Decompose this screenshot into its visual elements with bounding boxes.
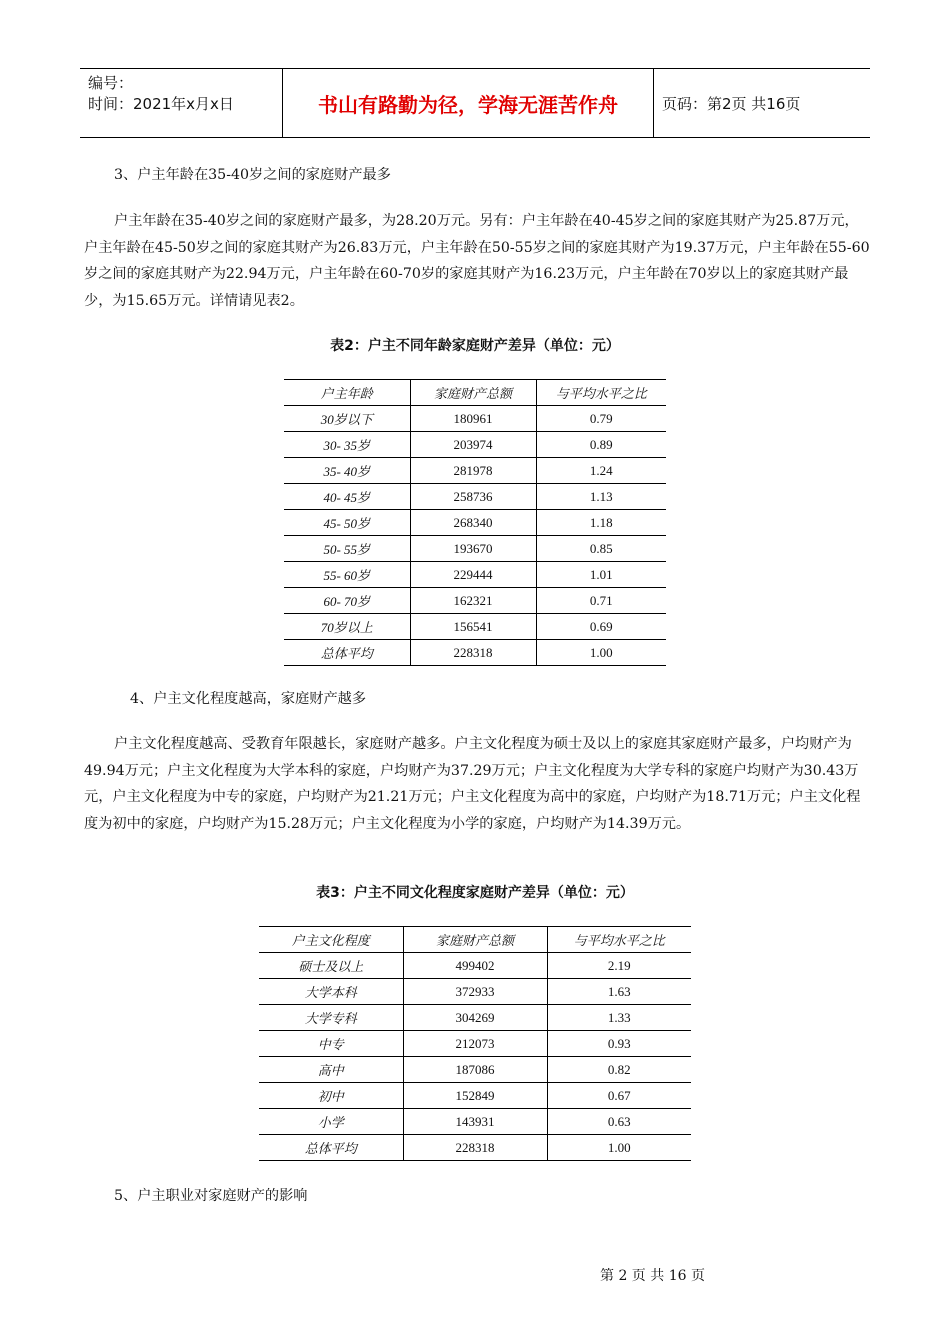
table-cell: 0.82 — [547, 1057, 691, 1083]
table-cell: 281978 — [410, 458, 536, 484]
table-cell: 30岁以下 — [284, 406, 410, 432]
table-row — [284, 484, 666, 510]
table-cell: 180961 — [410, 406, 536, 432]
table-row — [259, 1135, 691, 1161]
table-row — [259, 1109, 691, 1135]
table-cell: 162321 — [410, 588, 536, 614]
table-cell: 152849 — [403, 1083, 547, 1109]
table-cell: 硕士及以上 — [259, 953, 403, 979]
table-cell: 高中 — [259, 1057, 403, 1083]
table-cell: 304269 — [403, 1005, 547, 1031]
table-row — [284, 614, 666, 640]
table-cell: 30- 35岁 — [284, 432, 410, 458]
table3-header-total: 家庭财产总额 — [403, 927, 547, 953]
table-row — [259, 979, 691, 1005]
table-row — [284, 510, 666, 536]
table-row — [284, 458, 666, 484]
table2-caption: 表2：户主不同年龄家庭财产差异（单位：元） — [330, 338, 620, 354]
table-cell: 55- 60岁 — [284, 562, 410, 588]
table-cell: 143931 — [403, 1109, 547, 1135]
table-cell: 1.24 — [536, 458, 666, 484]
table2 — [284, 379, 666, 666]
table-cell: 小学 — [259, 1109, 403, 1135]
table2-header-ratio: 与平均水平之比 — [536, 380, 666, 406]
table2-header-row — [284, 380, 666, 406]
table-row — [259, 1083, 691, 1109]
table-cell: 35- 40岁 — [284, 458, 410, 484]
table3-header-ratio: 与平均水平之比 — [547, 927, 691, 953]
table-cell: 总体平均 — [259, 1135, 403, 1161]
table-cell: 1.00 — [547, 1135, 691, 1161]
table-cell: 1.63 — [547, 979, 691, 1005]
table-row — [259, 953, 691, 979]
table-cell: 228318 — [410, 640, 536, 666]
page-header — [80, 68, 870, 138]
section3-paragraph: 户主年龄在35-40岁之间的家庭财产最多，为28.20万元。另有：户主年龄在40-45岁之间的家庭其财产为25.87万元，户主年龄在45-50岁之间的家庭其财产为26.83万元，户主年龄在50-55岁之间的家庭其财产为19.37万元，户主年龄在55-60岁之间的家庭其财产为22.94万元，户主年龄在60-70岁的家庭其财产为16.23万元，户主年龄在70岁以上的家庭其财产最少，为15.65万元。详情请见表2。 — [84, 213, 870, 309]
table-cell: 203974 — [410, 432, 536, 458]
table-cell: 187086 — [403, 1057, 547, 1083]
table-cell: 中专 — [259, 1031, 403, 1057]
table-cell: 499402 — [403, 953, 547, 979]
table-cell: 45- 50岁 — [284, 510, 410, 536]
table2-header-age: 户主年龄 — [284, 380, 410, 406]
table-cell: 40- 45岁 — [284, 484, 410, 510]
table3-header-education: 户主文化程度 — [259, 927, 403, 953]
table-cell: 212073 — [403, 1031, 547, 1057]
table3 — [259, 926, 691, 1161]
table-cell: 228318 — [403, 1135, 547, 1161]
table-cell: 0.85 — [536, 536, 666, 562]
table-cell: 总体平均 — [284, 640, 410, 666]
table-cell: 1.33 — [547, 1005, 691, 1031]
table-cell: 258736 — [410, 484, 536, 510]
table-row — [284, 562, 666, 588]
header-time-label: 时间：2021年x月x日 — [88, 95, 234, 113]
table-cell: 156541 — [410, 614, 536, 640]
table-row — [284, 432, 666, 458]
header-meta — [80, 69, 282, 137]
table-row — [284, 536, 666, 562]
table-row — [284, 640, 666, 666]
table-cell: 193670 — [410, 536, 536, 562]
table-cell: 大学本科 — [259, 979, 403, 1005]
section3-heading: 3、户主年龄在35-40岁之间的家庭财产最多 — [114, 167, 391, 183]
table-cell: 0.67 — [547, 1083, 691, 1109]
table-row — [259, 1031, 691, 1057]
section5-heading: 5、户主职业对家庭财产的影响 — [114, 1188, 308, 1204]
table-row — [284, 588, 666, 614]
header-motto: 书山有路勤为径，学海无涯苦作舟 — [282, 69, 654, 137]
table2-header-total: 家庭财产总额 — [410, 380, 536, 406]
table-cell: 0.63 — [547, 1109, 691, 1135]
table-cell: 大学专科 — [259, 1005, 403, 1031]
section4-heading: 4、户主文化程度越高，家庭财产越多 — [130, 691, 367, 707]
header-number-label: 编号： — [88, 74, 134, 92]
table-cell: 0.89 — [536, 432, 666, 458]
table-cell: 50- 55岁 — [284, 536, 410, 562]
header-page-info: 页码：第2页 共16页 — [662, 94, 801, 113]
page-footer: 第 2 页 共 16 页 — [600, 1268, 705, 1284]
table-cell: 1.01 — [536, 562, 666, 588]
table3-caption: 表3：户主不同文化程度家庭财产差异（单位：元） — [316, 885, 634, 901]
table-cell: 372933 — [403, 979, 547, 1005]
table-cell: 0.93 — [547, 1031, 691, 1057]
section4-paragraph: 户主文化程度越高、受教育年限越长，家庭财产越多。户主文化程度为硕士及以上的家庭其家庭财产最多，户均财产为49.94万元；户主文化程度为大学本科的家庭，户均财产为37.29万元；户主文化程度为大学专科的家庭户均财产为30.43万元，户主文化程度为中专的家庭，户均财产为21.21万元；户主文化程度为高中的家庭，户均财产为18.71万元；户主文化程度为初中的家庭，户均财产为15.28万元；户主文化程度为小学的家庭，户均财产为14.39万元。 — [84, 736, 861, 832]
table-cell: 268340 — [410, 510, 536, 536]
table-cell: 70岁以上 — [284, 614, 410, 640]
table-cell: 初中 — [259, 1083, 403, 1109]
table-row — [259, 1005, 691, 1031]
table-cell: 1.18 — [536, 510, 666, 536]
table-row — [284, 406, 666, 432]
table-cell: 60- 70岁 — [284, 588, 410, 614]
table-cell: 229444 — [410, 562, 536, 588]
table-cell: 0.69 — [536, 614, 666, 640]
table-cell: 1.00 — [536, 640, 666, 666]
table-cell: 1.13 — [536, 484, 666, 510]
table-cell: 2.19 — [547, 953, 691, 979]
table-row — [259, 1057, 691, 1083]
table-cell: 0.79 — [536, 406, 666, 432]
table-cell: 0.71 — [536, 588, 666, 614]
table3-header-row — [259, 927, 691, 953]
